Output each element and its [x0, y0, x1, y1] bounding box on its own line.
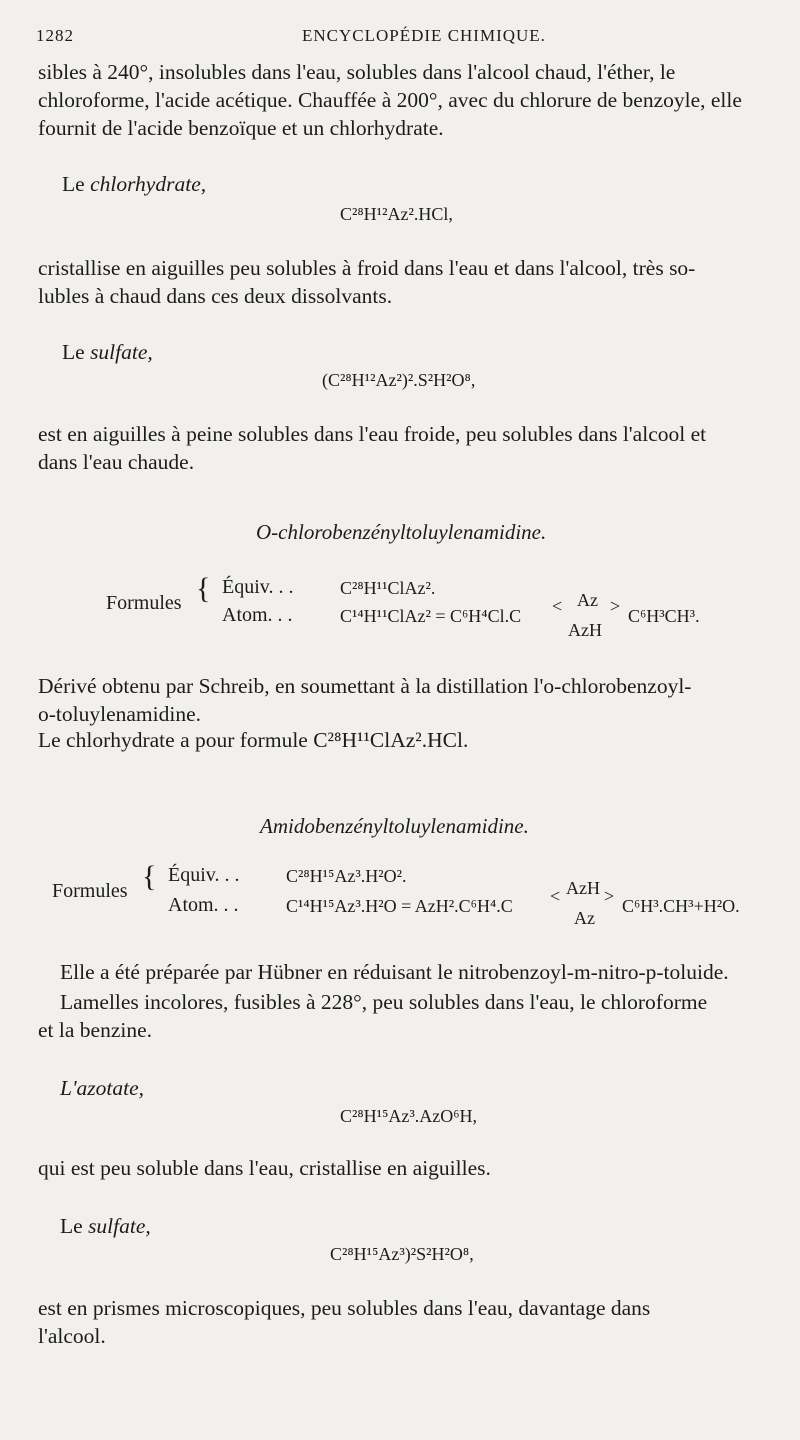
atom-formula: C¹⁴H¹¹ClAz² = C⁶H⁴Cl.C	[340, 606, 522, 626]
sulfate-heading: Le sulfate,	[62, 340, 153, 364]
text-line: o-toluylenamidine.	[38, 702, 202, 726]
brace-icon: {	[196, 572, 211, 605]
azotate-formula: C²⁸H¹⁵Az³.AzO⁶H,	[340, 1106, 477, 1126]
formules-label: Formules	[52, 880, 128, 902]
text-line: l'alcool.	[38, 1324, 106, 1348]
text-line: chloroforme, l'acide acétique. Chauffée à 200°, avec du chlorure de benzoyle, elle	[38, 88, 742, 112]
equiv-formula: C²⁸H¹⁵Az³.H²O².	[286, 866, 407, 886]
text-line: est en aiguilles à peine solubles dans l'eau froide, peu solubles dans l'alcool et	[38, 422, 707, 446]
bond-top: Az	[577, 590, 598, 610]
text-line: sibles à 240°, insolubles dans l'eau, solubles dans l'alcool chaud, l'éther, le	[38, 60, 676, 84]
formules-label: Formules	[106, 592, 182, 614]
bond-top: AzH	[566, 878, 600, 898]
brace-icon: {	[142, 860, 157, 893]
text-line: cristallise en aiguilles peu solubles à froid dans l'eau et dans l'alcool, très so-	[38, 256, 696, 280]
text-line: fournit de l'acide benzoïque et un chlorhydrate.	[38, 116, 444, 140]
equiv-formula: C²⁸H¹¹ClAz².	[340, 578, 436, 598]
text-line: dans l'eau chaude.	[38, 450, 195, 474]
text-line: Lamelles incolores, fusibles à 228°, peu solubles dans l'eau, le chloroforme	[60, 990, 708, 1014]
azotate-heading: L'azotate,	[60, 1076, 145, 1100]
sulfate-formula: (C²⁸H¹²Az²)².S²H²O⁸,	[322, 370, 476, 390]
bond-close-icon: >	[610, 596, 621, 616]
atom-label: Atom. . .	[168, 894, 239, 916]
chlorhydrate-formula: C²⁸H¹²Az².HCl,	[340, 204, 453, 224]
compound-title: O-chlorobenzényltoluylenamidine.	[256, 520, 547, 544]
double-bond-icon: <	[550, 886, 561, 906]
atom-formula: C¹⁴H¹⁵Az³.H²O = AzH².C⁶H⁴.C	[286, 896, 513, 916]
running-title: ENCYCLOPÉDIE CHIMIQUE.	[302, 26, 546, 45]
text-line: Dérivé obtenu par Schreib, en soumettant à la distillation l'o-chlorobenzoyl-	[38, 674, 692, 698]
bond-bottom: Az	[574, 908, 595, 928]
equiv-label: Équiv. . .	[222, 576, 294, 598]
text-line: lubles à chaud dans ces deux dissolvants.	[38, 284, 393, 308]
text-line: et la benzine.	[38, 1018, 153, 1042]
chlorhydrate-heading: Le chlorhydrate,	[62, 172, 207, 196]
equiv-label: Équiv. . .	[168, 864, 240, 886]
atom-tail: C⁶H³.CH³+H²O.	[622, 896, 740, 916]
text-line: Elle a été préparée par Hübner en réduisant le nitrobenzoyl-m-nitro-p-toluide.	[60, 960, 729, 984]
bond-close-icon: >	[604, 886, 615, 906]
text-line: est en prismes microscopiques, peu solubles dans l'eau, davantage dans	[38, 1296, 651, 1320]
text-line: Le chlorhydrate a pour formule C²⁸H¹¹ClAz².HCl.	[38, 728, 469, 752]
sulfate-formula: C²⁸H¹⁵Az³)²S²H²O⁸,	[330, 1244, 474, 1264]
compound-title: Amidobenzényltoluylenamidine.	[260, 814, 529, 838]
double-bond-icon: <	[552, 596, 563, 616]
page-number: 1282	[36, 26, 74, 45]
bond-bottom: AzH	[568, 620, 602, 640]
text-line: qui est peu soluble dans l'eau, cristallise en aiguilles.	[38, 1156, 491, 1180]
atom-label: Atom. . .	[222, 604, 293, 626]
sulfate-heading: Le sulfate,	[60, 1214, 151, 1238]
atom-tail: C⁶H³CH³.	[628, 606, 700, 626]
